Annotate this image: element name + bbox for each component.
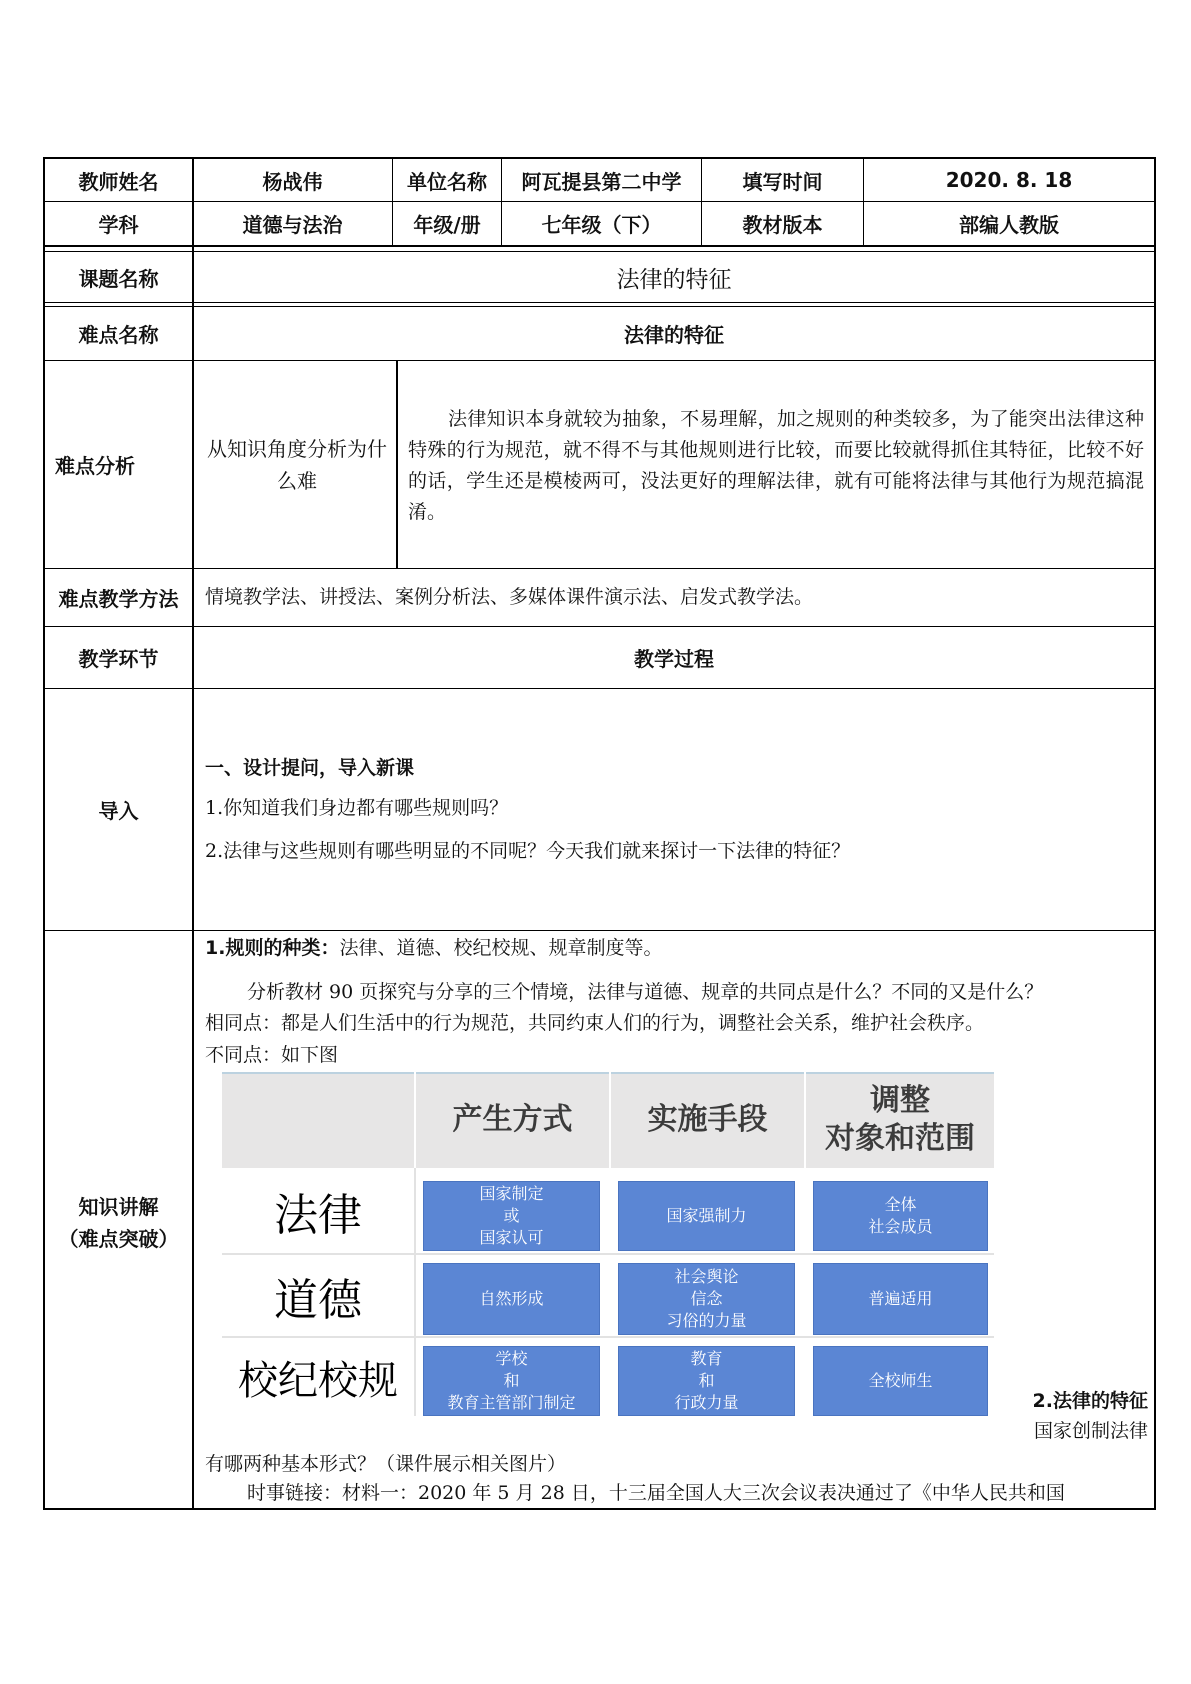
topic-value: 法律的特征 <box>616 266 732 293</box>
figure-col-scope-line-1: 调整 <box>870 1083 930 1118</box>
grade-label: 年级/册 <box>413 213 481 237</box>
figure-cell <box>423 1263 600 1335</box>
process-value: 教学过程 <box>634 647 714 671</box>
figure-col-scope-line-2: 对象和范围 <box>825 1121 975 1156</box>
figure-cell-text: 和 <box>503 1371 520 1390</box>
figure-cell-text: 社会舆论 <box>674 1267 739 1286</box>
figure-cell-text: 自然形成 <box>479 1289 544 1308</box>
knowledge-label <box>45 1190 192 1256</box>
analysis-text: 法律知识本身就较为抽象，不易理解，加之规则的种类较多，为了能突出法律这种特殊的行为规范，就不得不与其他规则进行比较，而要比较就得抓住其特征，比较不好的话，学生还是模棱两可，没法更好的理解法律，就有可能将法律与其他行为规范搞混淆。 <box>408 408 1144 523</box>
figure-cell-text: 全体 <box>884 1195 917 1214</box>
knowledge-label-line-2: （难点突破） <box>58 1227 179 1251</box>
figure-cell-text: 行政力量 <box>674 1393 739 1412</box>
process-label: 教学环节 <box>78 647 159 671</box>
unit-label: 单位名称 <box>407 169 487 194</box>
analysis-label: 难点分析 <box>55 454 135 478</box>
unit-value: 阿瓦提县第二中学 <box>521 169 682 194</box>
teacher-value: 杨战伟 <box>262 169 323 194</box>
table-border-right <box>1154 157 1156 1510</box>
table-rule <box>43 245 1156 247</box>
law-features-heading: 2.法律的特征 <box>1032 1390 1148 1412</box>
method-label: 难点教学方法 <box>58 587 179 611</box>
figure-cell-text: 国家制定 <box>479 1184 544 1203</box>
figure-cell <box>618 1346 795 1416</box>
table-rule <box>396 360 398 568</box>
knowledge-label-line-1: 知识讲解 <box>78 1195 159 1219</box>
law-features-text: 国家创制法律 <box>1033 1420 1148 1442</box>
figure-col-rule <box>414 1168 416 1416</box>
knowledge-para-5: 时事链接：材料一：2020 年 5 月 28 日，十三届全国人大三次会议表决通过了《中华人民共和国 <box>247 1482 1065 1504</box>
figure-col-scope <box>806 1072 994 1168</box>
teacher-label: 教师姓名 <box>78 169 159 194</box>
difficulty-value: 法律的特征 <box>624 323 724 347</box>
figure-cell-text: 和 <box>698 1371 715 1390</box>
topic-label: 课题名称 <box>78 266 159 291</box>
figure-cell <box>813 1346 988 1416</box>
figure-cell-text: 教育 <box>690 1349 723 1368</box>
knowledge-para-3: 不同点：如下图 <box>205 1044 339 1066</box>
knowledge-para-4: 有哪两种基本形式？（课件展示相关图片） <box>205 1453 567 1475</box>
figure-cell <box>423 1181 600 1251</box>
figure-cell <box>618 1263 795 1335</box>
subject-value: 道德与法治 <box>242 213 343 237</box>
table-rule <box>43 568 1156 569</box>
figure-cell-text: 全校师生 <box>868 1371 933 1390</box>
figure-cell-text: 教育主管部门制定 <box>447 1393 576 1412</box>
edition-label: 教材版本 <box>742 213 823 237</box>
figure-cell-text: 或 <box>503 1206 520 1225</box>
figure-row-label-law: 法律 <box>274 1189 362 1241</box>
intro-question-1: 1.你知道我们身边都有哪些规则吗？ <box>205 797 509 819</box>
figure-cell <box>618 1181 795 1251</box>
method-text: 情境教学法、讲授法、案例分析法、多媒体课件演示法、启发式教学法。 <box>205 586 814 608</box>
rule-types-heading: 1.规则的种类： <box>205 937 340 959</box>
intro-question-2: 2.法律与这些规则有哪些明显的不同呢？今天我们就来探讨一下法律的特征？ <box>205 840 851 862</box>
intro-heading: 一、设计提问，导入新课 <box>205 757 415 779</box>
grade-value: 七年级（下） <box>541 213 662 237</box>
intro-label: 导入 <box>98 799 139 823</box>
table-rule <box>43 688 1156 689</box>
table-rule <box>43 302 1156 303</box>
figure-col-enforcement: 实施手段 <box>647 1102 768 1137</box>
table-rule <box>43 930 1156 931</box>
analysis-sub-label: 从知识角度分析为什么难 <box>207 436 387 493</box>
figure-cell-text: 信念 <box>690 1289 723 1308</box>
knowledge-para-2: 相同点：都是人们生活中的行为规范，共同约束人们的行为，调整社会关系，维护社会秩序。 <box>205 1012 985 1034</box>
figure-cell <box>813 1181 988 1251</box>
date-value: 2020. 8. 18 <box>945 168 1073 192</box>
date-label: 填写时间 <box>742 169 823 194</box>
figure-col-origin: 产生方式 <box>452 1102 573 1137</box>
rule-types-text: 法律、道德、校纪校规、规章制度等。 <box>339 937 663 959</box>
figure-cell-text: 普遍适用 <box>868 1289 933 1308</box>
knowledge-para-1: 分析教材 90 页探究与分享的三个情境，法律与道德、规章的共同点是什么？不同的又是什么？ <box>247 981 1044 1003</box>
figure-row-label-morality: 道德 <box>274 1274 362 1326</box>
figure-cell-text: 习俗的力量 <box>666 1311 747 1330</box>
figure-cell <box>813 1263 988 1335</box>
difficulty-label: 难点名称 <box>78 323 159 347</box>
figure-cell-text: 国家认可 <box>479 1228 544 1247</box>
subject-label: 学科 <box>98 213 139 237</box>
figure-row-label-school-rules: 校纪校规 <box>238 1357 398 1404</box>
figure-cell-text: 社会成员 <box>868 1217 933 1236</box>
figure-cell <box>423 1346 600 1416</box>
edition-value: 部编人教版 <box>959 213 1059 237</box>
figure-cell-text: 学校 <box>495 1349 528 1368</box>
comparison-figure <box>222 1072 994 1416</box>
figure-cell-text: 国家强制力 <box>666 1206 747 1225</box>
rule-types <box>205 933 1145 964</box>
